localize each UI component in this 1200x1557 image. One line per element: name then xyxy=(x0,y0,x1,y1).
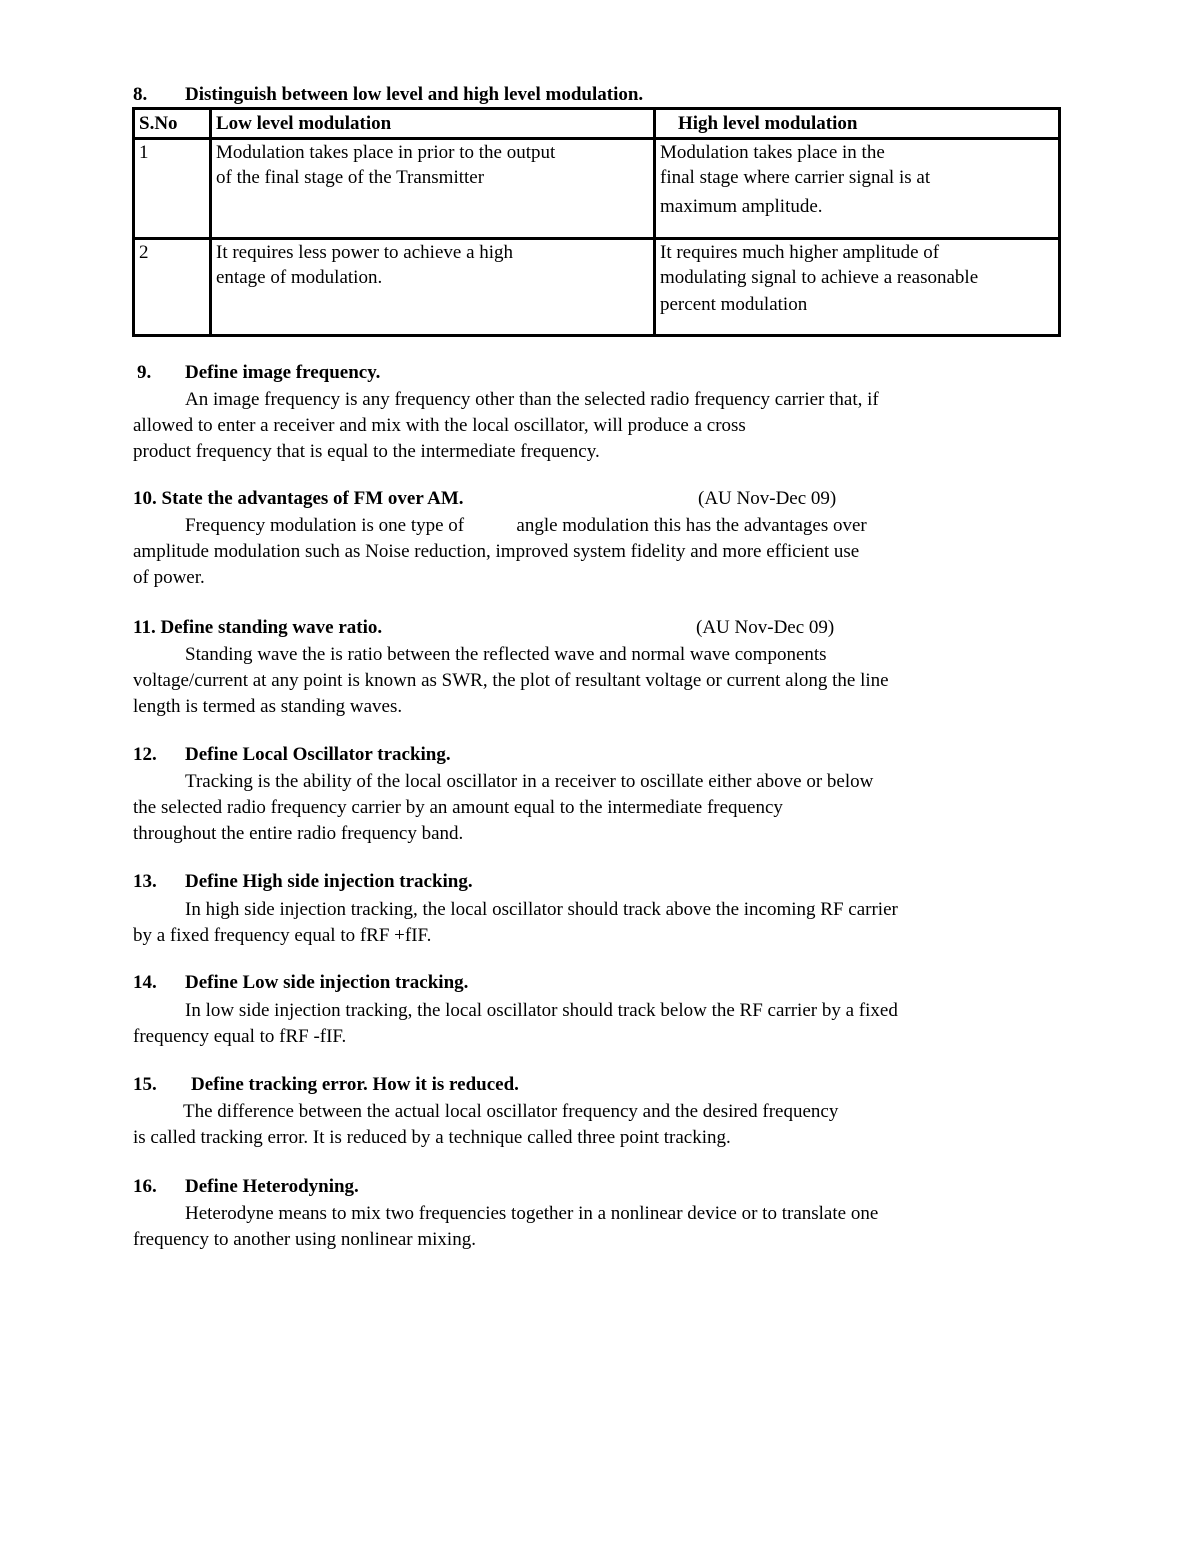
question-title: Define Heterodyning. xyxy=(185,1176,359,1197)
answer-paragraph xyxy=(133,387,1053,465)
header-sno: S.No xyxy=(134,109,211,139)
question-title: Distinguish between low level and high level modulation. xyxy=(185,84,644,105)
answer-paragraph xyxy=(133,642,1053,720)
question-number: 9. xyxy=(137,362,152,383)
question-heading xyxy=(133,1074,519,1096)
question-title: Define Low side injection tracking. xyxy=(185,972,469,993)
answer-line: the selected radio frequency carrier by an amount equal to the intermediate frequency xyxy=(133,797,783,818)
cell-sno: 2 xyxy=(134,239,211,336)
question-number: 13. xyxy=(133,871,157,892)
cell-line: It requires less power to achieve a high xyxy=(216,242,514,263)
answer-line: product frequency that is equal to the intermediate frequency. xyxy=(133,441,600,462)
question-number: 16. xyxy=(133,1176,157,1197)
question-title: State the advantages of FM over AM. xyxy=(161,488,464,509)
cell-line: maximum amplitude. xyxy=(660,196,823,217)
answer-line: by a fixed frequency equal to fRF +fIF. xyxy=(133,925,432,946)
answer-line: The difference between the actual local oscillator frequency and the desired frequency xyxy=(183,1101,839,1122)
answer-line: length is termed as standing waves. xyxy=(133,696,403,717)
comparison-table xyxy=(132,107,1061,337)
answer-line: Heterodyne means to mix two frequencies together in a nonlinear device or to translate one xyxy=(185,1203,879,1224)
question-title: Define High side injection tracking. xyxy=(185,871,473,892)
question-number: 14. xyxy=(133,972,157,993)
answer-paragraph xyxy=(133,513,1053,591)
cell-line: modulating signal to achieve a reasonable xyxy=(660,267,979,288)
cell-line: entage of modulation. xyxy=(216,267,383,288)
answer-line: allowed to enter a receiver and mix with the local oscillator, will produce a cross xyxy=(133,415,746,436)
question-number: 11. xyxy=(133,617,156,638)
question-heading xyxy=(133,1176,359,1198)
answer-line: In low side injection tracking, the local oscillator should track below the RF carrier by a fixed xyxy=(185,1000,898,1021)
question-title: Define standing wave ratio. xyxy=(160,617,383,638)
header-low-level: Low level modulation xyxy=(211,109,655,139)
answer-line: Frequency modulation is one type of angle modulation this has the advantages over xyxy=(185,515,867,536)
table-header-row xyxy=(134,109,1060,139)
answer-paragraph xyxy=(133,769,1053,847)
question-heading xyxy=(137,362,380,384)
question-heading xyxy=(133,744,451,766)
answer-paragraph xyxy=(133,1099,1053,1151)
question-number: 12. xyxy=(133,744,157,765)
answer-line: of power. xyxy=(133,567,205,588)
answer-line: In high side injection tracking, the local oscillator should track above the incoming RF carrier xyxy=(185,899,898,920)
question-title: Define Local Oscillator tracking. xyxy=(185,744,451,765)
question-heading xyxy=(133,617,382,639)
answer-line: throughout the entire radio frequency band. xyxy=(133,823,464,844)
answer-line: frequency equal to fRF -fIF. xyxy=(133,1026,347,1047)
cell-sno: 1 xyxy=(134,139,211,239)
cell-line: Modulation takes place in prior to the output xyxy=(216,142,556,163)
cell-low-level xyxy=(211,139,655,239)
cell-line: final stage where carrier signal is at xyxy=(660,167,931,188)
answer-paragraph xyxy=(133,998,1053,1050)
exam-reference: (AU Nov-Dec 09) xyxy=(698,488,837,509)
answer-line: voltage/current at any point is known as SWR, the plot of resultant voltage or current along the line xyxy=(133,670,889,691)
question-number: 8. xyxy=(133,84,148,105)
answer-line: amplitude modulation such as Noise reduction, improved system fidelity and more efficient use xyxy=(133,541,860,562)
cell-line: Modulation takes place in the xyxy=(660,142,885,163)
question-number: 15. xyxy=(133,1074,157,1095)
answer-line: is called tracking error. It is reduced by a technique called three point tracking. xyxy=(133,1127,731,1148)
answer-paragraph xyxy=(133,1201,1053,1253)
question-heading xyxy=(133,84,643,106)
cell-high-level xyxy=(655,239,1060,336)
question-title: Define tracking error. How it is reduced. xyxy=(191,1074,519,1095)
question-heading xyxy=(133,871,473,893)
answer-line: frequency to another using nonlinear mixing. xyxy=(133,1229,476,1250)
exam-reference: (AU Nov-Dec 09) xyxy=(696,617,835,638)
question-number: 10. xyxy=(133,488,157,509)
cell-low-level xyxy=(211,239,655,336)
table-row xyxy=(134,239,1060,336)
cell-line: percent modulation xyxy=(660,294,808,315)
cell-line: It requires much higher amplitude of xyxy=(660,242,940,263)
answer-line: An image frequency is any frequency other than the selected radio frequency carrier that, if xyxy=(185,389,879,410)
question-heading xyxy=(133,972,468,994)
answer-line: Tracking is the ability of the local oscillator in a receiver to oscillate either above or below xyxy=(185,771,874,792)
question-title: Define image frequency. xyxy=(185,362,381,383)
question-heading xyxy=(133,488,464,510)
cell-line: of the final stage of the Transmitter xyxy=(216,167,485,188)
answer-line: Standing wave the is ratio between the reflected wave and normal wave components xyxy=(185,644,827,665)
header-high-level: High level modulation xyxy=(655,109,1060,139)
table-row xyxy=(134,139,1060,239)
answer-paragraph xyxy=(133,897,1053,949)
cell-high-level xyxy=(655,139,1060,239)
